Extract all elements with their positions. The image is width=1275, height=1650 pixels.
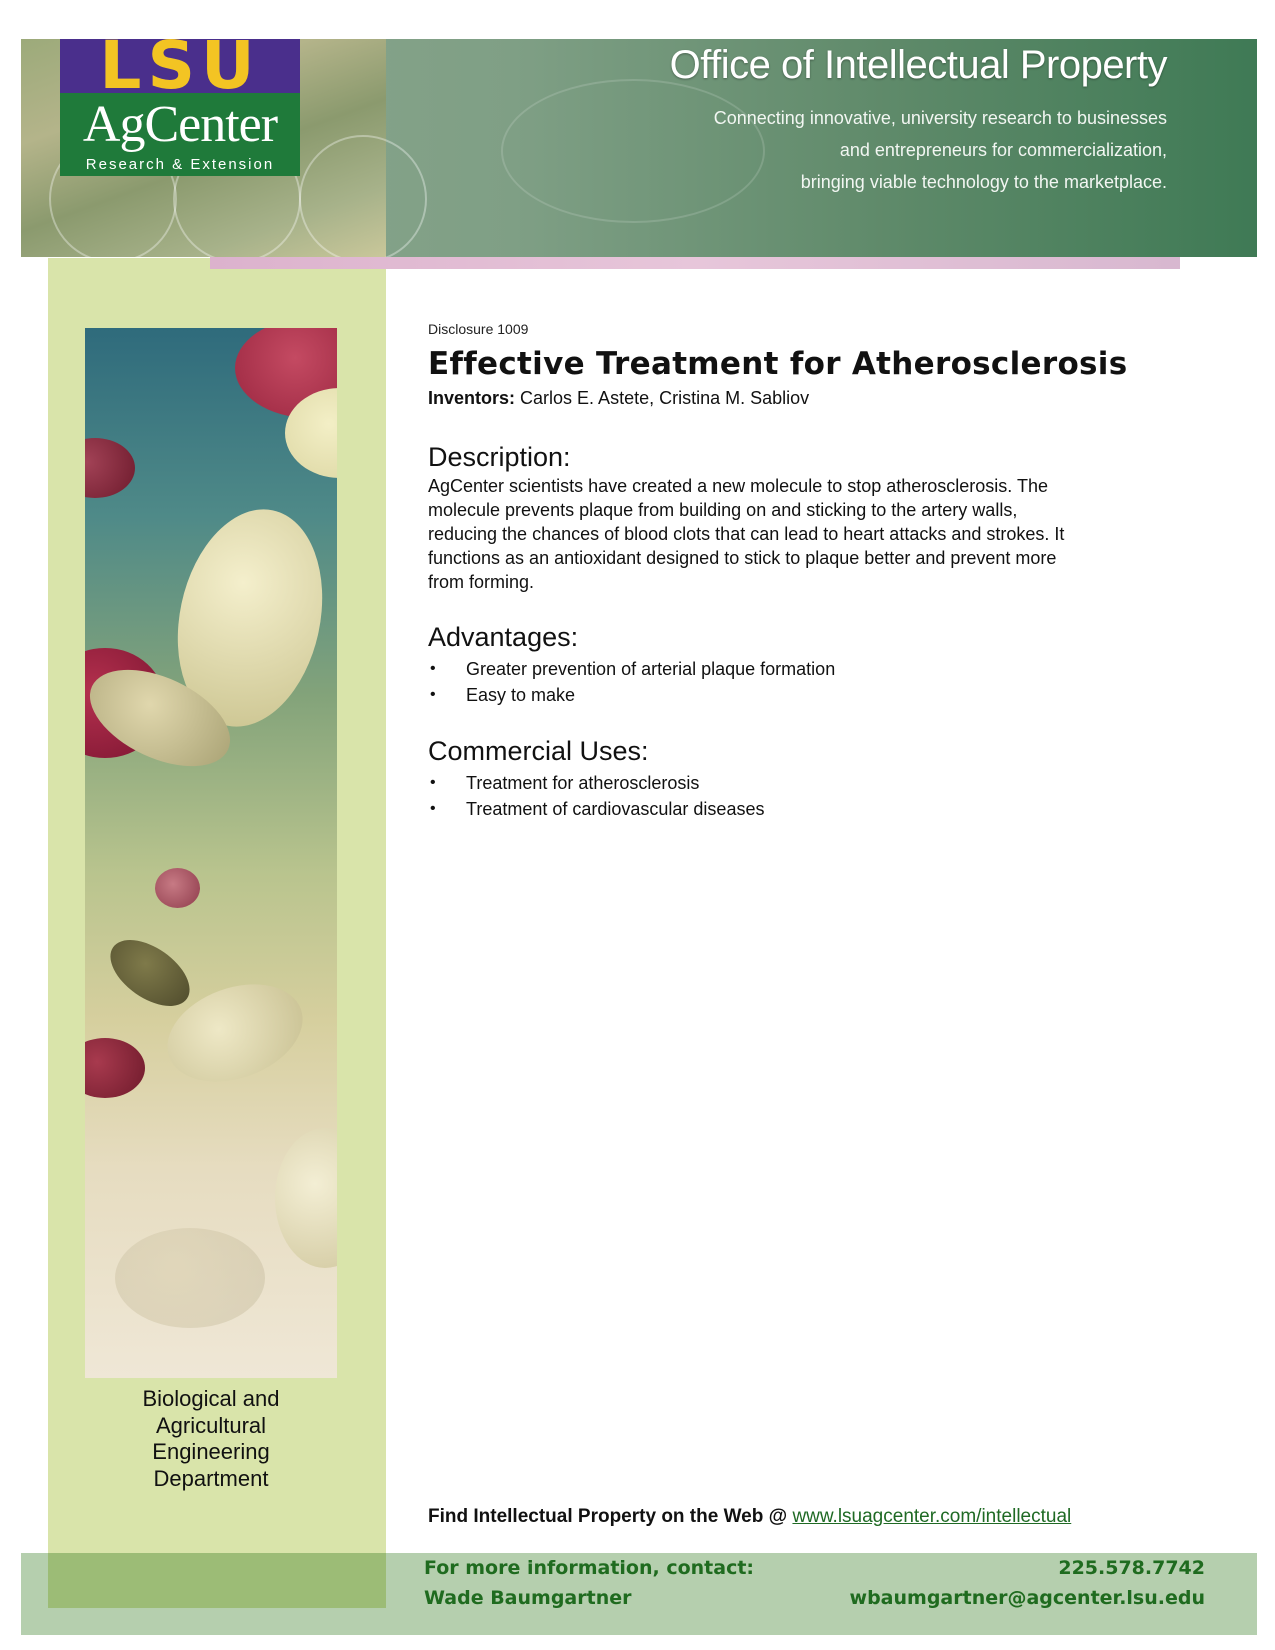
department-line: Engineering [152, 1439, 270, 1464]
commercial-use-text: Treatment for atherosclerosis [466, 773, 700, 793]
inventors-line [428, 386, 1208, 410]
web-prefix: Find Intellectual Property on the Web @ [428, 1506, 793, 1527]
advantages-heading: Advantages: [428, 622, 579, 652]
bullet-icon: • [430, 774, 436, 791]
department-line: Agricultural [155, 1412, 267, 1438]
description-line: molecule prevents plaque from building on and sticking to the artery walls, [428, 500, 1018, 520]
description-line: functions as an antioxidant designed to stick to plaque better and prevent more [428, 548, 1057, 568]
department-label [85, 1386, 337, 1492]
intellectual-property-link[interactable]: www.lsuagcenter.com/intellectual [792, 1506, 1072, 1527]
page-title: Effective Treatment for Atherosclerosis [428, 346, 1128, 382]
contact-label: For more information, contact: [424, 1557, 755, 1579]
contact-name: Wade Baumgartner [424, 1587, 632, 1609]
contact-phone: 225.578.7742 [1058, 1557, 1205, 1579]
commercial-uses-heading: Commercial Uses: [428, 736, 649, 766]
side-illustration [85, 328, 337, 1378]
footer-band [21, 1553, 1257, 1635]
disclosure-number: Disclosure 1009 [428, 321, 529, 337]
inventors-names: Carlos E. Astete, Cristina M. Sabliov [520, 388, 810, 408]
advantage-text: Greater prevention of arterial plaque formation [466, 659, 836, 679]
logo-lsu-text: LSU [60, 39, 300, 93]
description-line: reducing the chances of blood clots that can lead to heart attacks and strokes. It [428, 524, 1065, 544]
main-content [428, 320, 1208, 822]
contact-email[interactable]: wbaumgartner@agcenter.lsu.edu [849, 1587, 1205, 1609]
bullet-icon: • [430, 660, 436, 677]
commercial-uses-list [428, 770, 1208, 822]
web-reference [428, 1505, 1071, 1529]
description-line: AgCenter scientists have created a new molecule to stop atherosclerosis. The [428, 476, 1048, 496]
office-tagline [714, 102, 1167, 198]
advantage-text: Easy to make [466, 685, 576, 705]
footer-left-block [48, 1553, 386, 1608]
logo-agcenter-text: AgCenter [82, 96, 278, 153]
tagline-line: bringing viable technology to the marketplace. [800, 172, 1167, 192]
bullet-icon: • [430, 800, 436, 817]
logo-agcenter-block [60, 93, 300, 176]
commercial-use-text: Treatment of cardiovascular diseases [466, 799, 765, 819]
department-line: Department [153, 1465, 269, 1491]
lsu-agcenter-logo [60, 39, 300, 176]
description-heading: Description: [428, 442, 571, 472]
list-item [428, 770, 1208, 796]
description-line: from forming. [428, 572, 535, 592]
list-item [428, 796, 1208, 822]
advantages-list [428, 656, 1208, 708]
header-accent-strip [210, 257, 1180, 269]
description-text [428, 474, 1208, 594]
tagline-line: Connecting innovative, university research to businesses [713, 108, 1167, 128]
department-line: Biological and [142, 1386, 280, 1411]
office-title: Office of Intellectual Property [669, 43, 1167, 87]
decorative-ring [299, 135, 427, 257]
list-item [428, 656, 1208, 682]
list-item [428, 682, 1208, 708]
tagline-line: and entrepreneurs for commercialization, [839, 140, 1167, 160]
bullet-icon: • [430, 686, 436, 703]
logo-tagline: Research & Extension [85, 156, 275, 173]
inventors-label: Inventors: [428, 388, 516, 408]
